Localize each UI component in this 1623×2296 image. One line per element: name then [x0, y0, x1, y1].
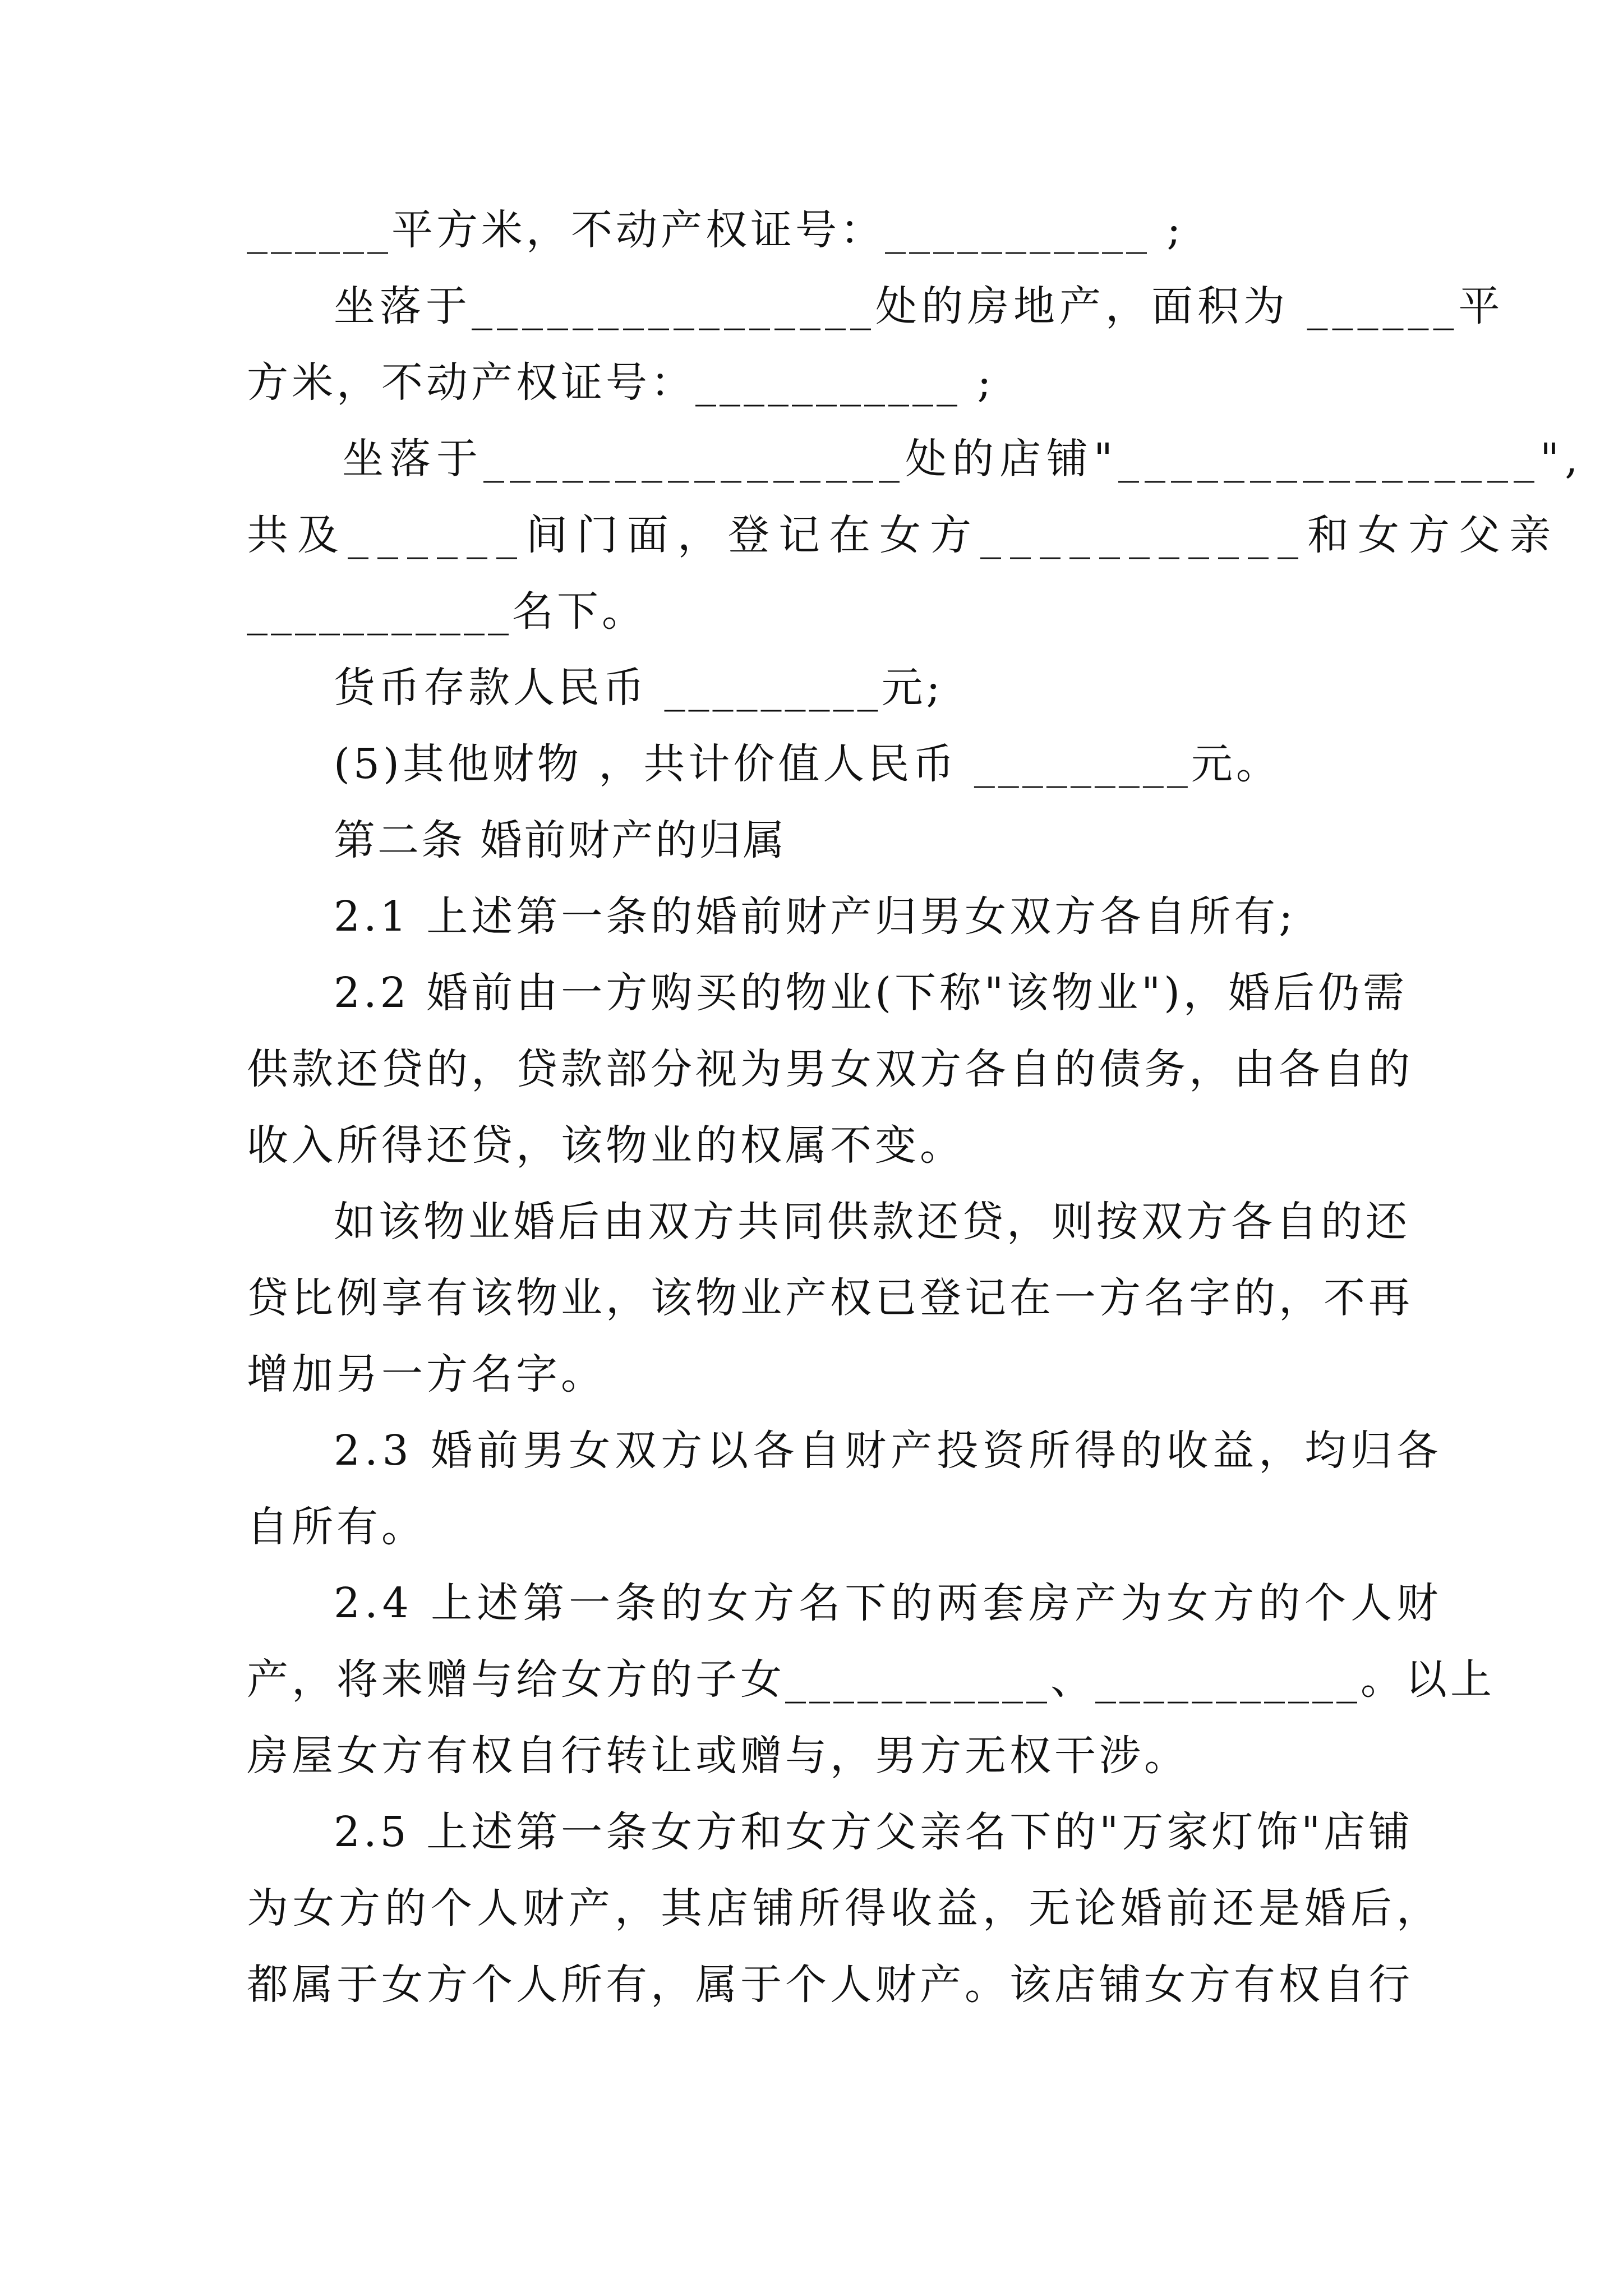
text-line-21: 房屋女方有权自行转让或赠与，男方无权干涉。 — [247, 1732, 1189, 1780]
text-line-4: 坐落于________________处的店铺"________________", — [342, 435, 1584, 483]
text-line-19: 2.4 上述第一条的女方名下的两套房产为女方的个人财 — [334, 1579, 1443, 1627]
text-line-6: ___________名下。 — [247, 587, 647, 636]
text-line-12: 供款还贷的，贷款部分视为男女双方各自的债务，由各自的 — [247, 1045, 1413, 1093]
text-line-22: 2.5 上述第一条女方和女方父亲名下的"万家灯饰"店铺 — [334, 1808, 1414, 1856]
text-line-2: 坐落于________________处的房地产，面积为 ______平 — [334, 282, 1505, 330]
text-line-10: 2.1 上述第一条的婚前财产归男女双方各自所有; — [334, 892, 1297, 941]
section-heading-2: 第二条 婚前财产的归属 — [334, 816, 787, 864]
text-line-8: (5)其他财物 ，共计价值人民币 _________元。 — [334, 740, 1281, 788]
text-line-5: 共及______间门面，登记在女方___________和女方父亲 — [247, 511, 1560, 559]
text-line-17: 2.3 婚前男女双方以各自财产投资所得的收益，均归各 — [334, 1427, 1443, 1475]
text-line-1: ______平方米，不动产权证号：___________ ; — [247, 206, 1184, 254]
text-line-14: 如该物业婚后由双方共同供款还贷，则按双方各自的还 — [334, 1198, 1410, 1246]
text-line-13: 收入所得还贷，该物业的权属不变。 — [247, 1121, 965, 1170]
text-line-20: 产，将来赠与给女方的子女___________、___________。以上 — [247, 1655, 1495, 1704]
text-line-3: 方米，不动产权证号：___________ ; — [247, 358, 995, 407]
text-line-24: 都属于女方个人所有，属于个人财产。该店铺女方有权自行 — [247, 1961, 1413, 2009]
text-line-7: 货币存款人民币 _________元; — [334, 664, 944, 712]
text-line-11: 2.2 婚前由一方购买的物业(下称"该物业")，婚后仍需 — [334, 969, 1408, 1017]
text-line-18: 自所有。 — [247, 1503, 426, 1551]
text-line-15: 贷比例享有该物业，该物业产权已登记在一方名字的，不再 — [247, 1274, 1413, 1322]
text-line-16: 增加另一方名字。 — [247, 1350, 606, 1398]
text-line-23: 为女方的个人财产，其店铺所得收益，无论婚前还是婚后， — [247, 1884, 1442, 1932]
